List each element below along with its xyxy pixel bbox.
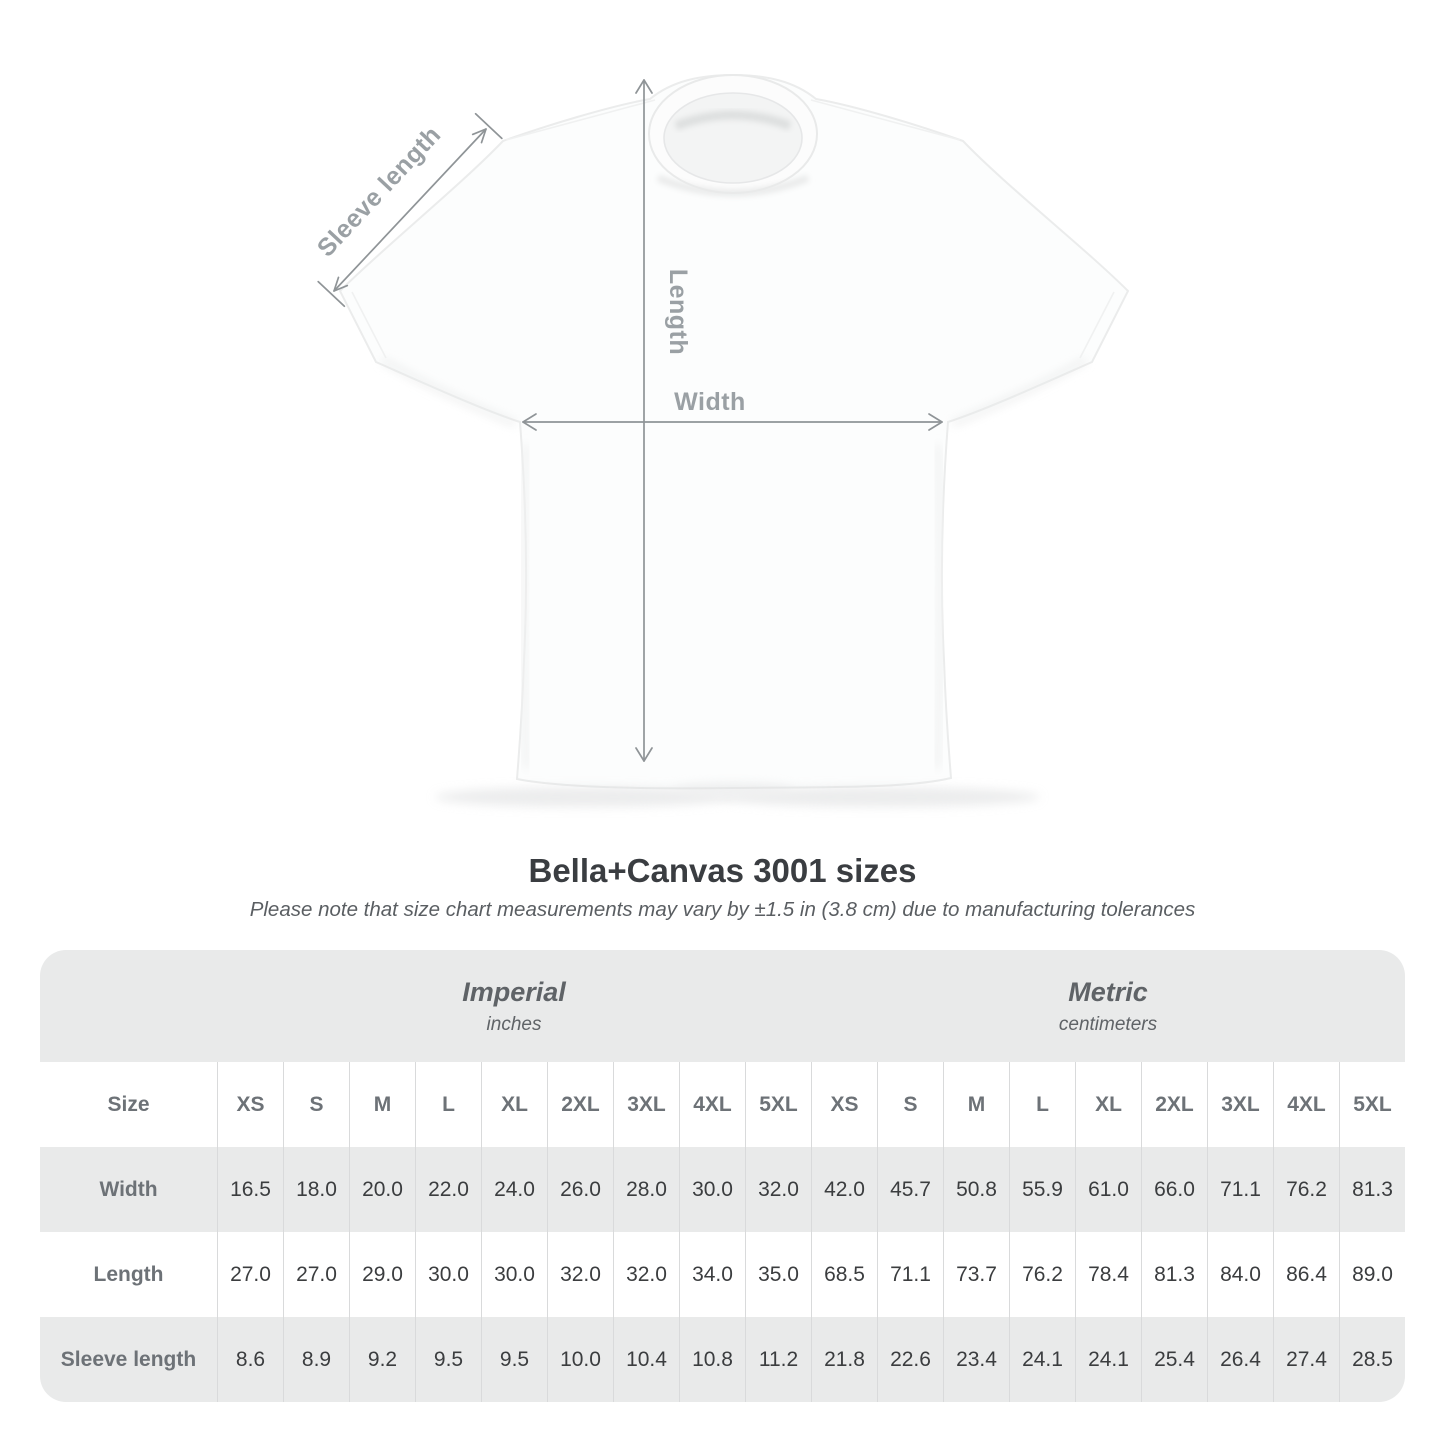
value-cell-imperial: 9.2 xyxy=(349,1317,415,1402)
size-header-imperial: 5XL xyxy=(745,1062,811,1147)
value-cell-metric: 71.1 xyxy=(877,1232,943,1317)
value-cell-metric: 78.4 xyxy=(1075,1232,1141,1317)
size-header-metric: 2XL xyxy=(1141,1062,1207,1147)
value-cell-metric: 81.3 xyxy=(1339,1147,1405,1232)
metric-group-header xyxy=(811,950,1405,1062)
value-cell-metric: 23.4 xyxy=(943,1317,1009,1402)
value-cell-imperial: 9.5 xyxy=(415,1317,481,1402)
size-header-metric: XS xyxy=(811,1062,877,1147)
value-cell-metric: 21.8 xyxy=(811,1317,877,1402)
value-cell-imperial: 32.0 xyxy=(745,1147,811,1232)
size-header-imperial: M xyxy=(349,1062,415,1147)
row-label: Length xyxy=(40,1232,217,1317)
value-cell-metric: 61.0 xyxy=(1075,1147,1141,1232)
width-label: Width xyxy=(674,388,746,416)
value-cell-metric: 42.0 xyxy=(811,1147,877,1232)
sleeve-length-label: Sleeve length xyxy=(311,120,447,263)
size-header-imperial: XL xyxy=(481,1062,547,1147)
imperial-unit: inches xyxy=(486,1013,542,1035)
value-cell-imperial: 20.0 xyxy=(349,1147,415,1232)
size-header-metric: M xyxy=(943,1062,1009,1147)
value-cell-metric: 89.0 xyxy=(1339,1232,1405,1317)
value-cell-metric: 28.5 xyxy=(1339,1317,1405,1402)
value-cell-metric: 22.6 xyxy=(877,1317,943,1402)
value-cell-imperial: 8.6 xyxy=(217,1317,283,1402)
page-title: Bella+Canvas 3001 sizes xyxy=(528,852,917,889)
value-cell-imperial: 10.4 xyxy=(613,1317,679,1402)
size-header-imperial: XS xyxy=(217,1062,283,1147)
size-header-metric: 3XL xyxy=(1207,1062,1273,1147)
value-cell-imperial: 11.2 xyxy=(745,1317,811,1402)
size-header-imperial: 3XL xyxy=(613,1062,679,1147)
value-cell-imperial: 9.5 xyxy=(481,1317,547,1402)
value-cell-metric: 68.5 xyxy=(811,1232,877,1317)
value-cell-metric: 76.2 xyxy=(1273,1147,1339,1232)
value-cell-imperial: 22.0 xyxy=(415,1147,481,1232)
value-cell-metric: 73.7 xyxy=(943,1232,1009,1317)
size-table xyxy=(40,950,1405,1402)
length-label: Length xyxy=(664,268,692,356)
imperial-group-header xyxy=(217,950,811,1062)
value-cell-imperial: 27.0 xyxy=(283,1232,349,1317)
value-cell-imperial: 8.9 xyxy=(283,1317,349,1402)
size-header-imperial: S xyxy=(283,1062,349,1147)
imperial-label: Imperial xyxy=(462,976,566,1007)
value-cell-imperial: 18.0 xyxy=(283,1147,349,1232)
value-cell-metric: 55.9 xyxy=(1009,1147,1075,1232)
size-header-metric: 4XL xyxy=(1273,1062,1339,1147)
value-cell-metric: 25.4 xyxy=(1141,1317,1207,1402)
value-cell-imperial: 28.0 xyxy=(613,1147,679,1232)
value-cell-imperial: 34.0 xyxy=(679,1232,745,1317)
size-header-metric: 5XL xyxy=(1339,1062,1405,1147)
size-header-imperial: 4XL xyxy=(679,1062,745,1147)
value-cell-metric: 76.2 xyxy=(1009,1232,1075,1317)
size-column-header: Size xyxy=(40,1062,217,1147)
value-cell-imperial: 10.8 xyxy=(679,1317,745,1402)
value-cell-metric: 26.4 xyxy=(1207,1317,1273,1402)
value-cell-metric: 84.0 xyxy=(1207,1232,1273,1317)
value-cell-metric: 27.4 xyxy=(1273,1317,1339,1402)
value-cell-metric: 81.3 xyxy=(1141,1232,1207,1317)
value-cell-metric: 24.1 xyxy=(1009,1317,1075,1402)
size-header-imperial: L xyxy=(415,1062,481,1147)
value-cell-imperial: 27.0 xyxy=(217,1232,283,1317)
row-label: Sleeve length xyxy=(40,1317,217,1402)
value-cell-metric: 86.4 xyxy=(1273,1232,1339,1317)
value-cell-imperial: 32.0 xyxy=(547,1232,613,1317)
metric-unit: centimeters xyxy=(1058,1013,1158,1035)
value-cell-imperial: 32.0 xyxy=(613,1232,679,1317)
value-cell-metric: 50.8 xyxy=(943,1147,1009,1232)
value-cell-imperial: 30.0 xyxy=(679,1147,745,1232)
value-cell-imperial: 35.0 xyxy=(745,1232,811,1317)
value-cell-imperial: 30.0 xyxy=(415,1232,481,1317)
value-cell-imperial: 26.0 xyxy=(547,1147,613,1232)
value-cell-imperial: 16.5 xyxy=(217,1147,283,1232)
size-header-metric: XL xyxy=(1075,1062,1141,1147)
value-cell-metric: 66.0 xyxy=(1141,1147,1207,1232)
value-cell-metric: 45.7 xyxy=(877,1147,943,1232)
value-cell-imperial: 10.0 xyxy=(547,1317,613,1402)
size-header-metric: L xyxy=(1009,1062,1075,1147)
size-header-imperial: 2XL xyxy=(547,1062,613,1147)
size-header-metric: S xyxy=(877,1062,943,1147)
value-cell-metric: 71.1 xyxy=(1207,1147,1273,1232)
value-cell-metric: 24.1 xyxy=(1075,1317,1141,1402)
hem-shadow xyxy=(435,783,1040,807)
page-subtitle: Please note that size chart measurements may vary by ±1.5 in (3.8 cm) due to manufacturing tolerances xyxy=(249,898,1196,921)
table-header-band xyxy=(40,950,1405,1062)
value-cell-imperial: 29.0 xyxy=(349,1232,415,1317)
metric-label: Metric xyxy=(1068,976,1148,1007)
row-label: Width xyxy=(40,1147,217,1232)
value-cell-imperial: 30.0 xyxy=(481,1232,547,1317)
value-cell-imperial: 24.0 xyxy=(481,1147,547,1232)
